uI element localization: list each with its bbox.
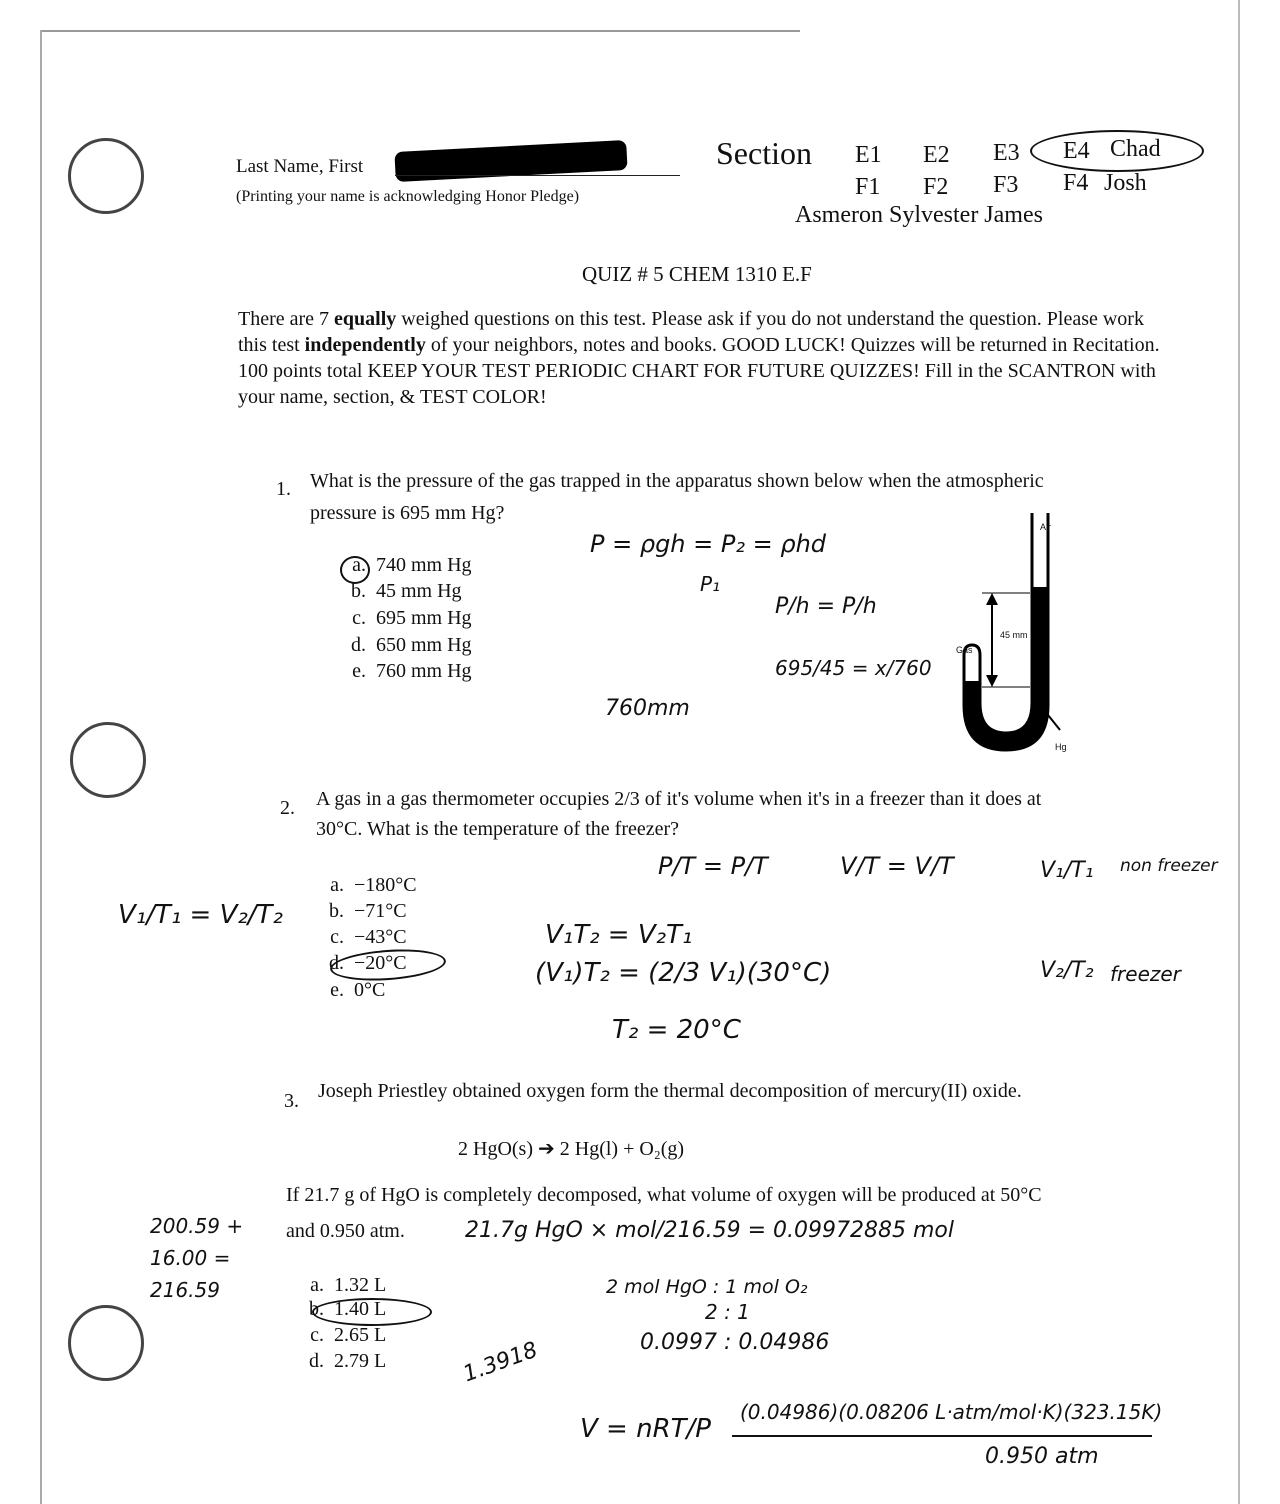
punch-hole-middle [70, 722, 146, 798]
quiz-title: QUIZ # 5 CHEM 1310 E.F [582, 262, 812, 286]
q3-equation: 2 HgO(s) ➔ 2 Hg(l) + O₂(g) [458, 1138, 685, 1160]
q2-choice-e: e. 0°C [330, 979, 386, 1001]
section-label: Section [716, 135, 812, 171]
q1-choice-c: c. 695 mm Hg [352, 607, 472, 629]
diagram-height-label: 45 mm [1000, 630, 1028, 640]
q3-handwriting-atm: 0.950 atm [985, 1444, 1099, 1469]
page-edge-right [1238, 0, 1240, 1504]
q1-choice-e: e. 760 mm Hg [352, 660, 472, 682]
q3-handwriting-moles: 0.0997 : 0.04986 [640, 1330, 830, 1355]
q1-handwriting-ratio: P/h = P/h [775, 594, 877, 619]
q1-text-line2: pressure is 695 mm Hg? [310, 502, 505, 524]
q2-handwriting-non-freezer: non freezer [1120, 856, 1218, 876]
page-edge-top [40, 30, 800, 32]
q2-handwriting-left: V₁/T₁ = V₂/T₂ [118, 900, 283, 930]
q1-handwriting-result: 760mm [605, 696, 690, 721]
q3-handwriting-molar-mass: 200.59 + 16.00 = 216.59 [150, 1214, 244, 1302]
q2-handwriting-v1t1: V₁/T₁ [1040, 858, 1094, 883]
q2-handwriting-calc: (V₁)T₂ = (2/3 V₁)(30°C) [535, 958, 832, 988]
section-circle-mark [1030, 130, 1204, 172]
q2-choice-c: c. −43°C [330, 926, 407, 948]
page-edge-left [40, 30, 42, 1504]
q1-choice-d: d. 650 mm Hg [351, 634, 472, 656]
q2-handwriting-v1t2: V₁T₂ = V₂T₁ [545, 920, 693, 950]
q2-handwriting-pt: P/T = P/T [658, 852, 768, 880]
q1-handwriting-nums: 695/45 = x/760 [775, 656, 932, 680]
q2-choice-a: a. −180°C [330, 874, 417, 896]
q1-handwriting-formula: P = ρgh = P₂ = ρhd [590, 530, 827, 558]
q3-handwriting-value: 1.3918 [460, 1337, 541, 1388]
section-f3: F3 [993, 172, 1019, 198]
name-field-label: Last Name, First [236, 156, 364, 177]
section-f1: F1 [855, 174, 881, 200]
q2-handwriting-v2t2: V₂/T₂ [1040, 958, 1094, 983]
punch-hole-top [68, 138, 144, 214]
q2-handwriting-t2: T₂ = 20°C [612, 1015, 741, 1045]
q3-choice-c: c. 2.65 L [310, 1324, 387, 1346]
q1-handwriting-p1: P₁ [700, 572, 721, 596]
q3-text: Joseph Priestley obtained oxygen form the thermal decomposition of mercury(II) oxide. [318, 1080, 1022, 1102]
q3-handwriting-ratio: 2 mol HgO : 1 mol O₂ [606, 1276, 808, 1298]
q2-text-line1: A gas in a gas thermometer occupies 2/3 of it's volume when it's in a freezer than it does at [316, 788, 1042, 810]
ta-chad: Chad [1110, 136, 1161, 162]
q3-handwriting-conversion: 21.7g HgO × mol/216.59 = 0.09972885 mol [465, 1218, 954, 1243]
ta-josh: Josh [1104, 170, 1147, 196]
q3-handwriting-calc: (0.04986)(0.08206 L·atm/mol·K)(323.15K) [740, 1400, 1163, 1424]
q3-followup-line2: and 0.950 atm. [286, 1220, 405, 1242]
q3-choice-b: b. 1.40 L [309, 1298, 387, 1320]
section-e3: E3 [993, 140, 1020, 166]
q3-answer-circle [312, 1298, 432, 1326]
q3-followup-line1: If 21.7 g of HgO is completely decomposed, what volume of oxygen will be produced at 50°C [286, 1184, 1042, 1206]
q3-choice-a: a. 1.32 L [310, 1274, 387, 1296]
section-e2: E2 [923, 142, 950, 168]
instructions: There are 7 equally weighed questions on this test. Please ask if you do not understand the question. Please work this test independently of your neighbors, notes and books. GOOD LUCK! Quizzes will be returned in Recitation. 100 points total KEEP YOUR TEST PERIODIC CHART FOR FUTURE QUIZZES! Fill in the SCANTRON with your name, section, & TEST COLOR! [238, 308, 1160, 408]
q1-choice-a: a. 740 mm Hg [352, 554, 472, 576]
q1-text-line1: What is the pressure of the gas trapped in the apparatus shown below when the atmospheric [310, 470, 1044, 492]
q3-handwriting-pv: V = nRT/P [580, 1414, 711, 1444]
q2-choice-b: b. −71°C [329, 900, 407, 922]
q2-choice-d: d. −20°C [329, 952, 407, 974]
q3-handwriting-two-one: 2 : 1 [705, 1300, 750, 1324]
section-f2: F2 [923, 174, 949, 200]
ta-names: Asmeron Sylvester James [795, 202, 1043, 228]
q2-handwriting-freezer: freezer [1110, 962, 1181, 986]
q2-text-line2: 30°C. What is the temperature of the freezer? [316, 818, 680, 840]
section-e4: E4 [1063, 138, 1090, 164]
q3-choice-d: d. 2.79 L [309, 1350, 387, 1372]
diagram-gas-label: Gas [956, 645, 973, 655]
q3-fraction-line [732, 1435, 1152, 1437]
name-line [395, 175, 680, 176]
section-f4: F4 [1063, 170, 1089, 196]
section-e1: E1 [855, 142, 882, 168]
q3-number: 3. [284, 1090, 299, 1112]
q1-choice-b: b. 45 mm Hg [351, 580, 462, 602]
diagram-air-label: Air [1040, 522, 1051, 532]
q2-handwriting-vt: V/T = V/T [840, 852, 954, 880]
honor-pledge-note: (Printing your name is acknowledging Honor Pledge) [236, 188, 580, 205]
q2-number: 2. [280, 797, 295, 819]
q1-number: 1. [276, 478, 291, 500]
punch-hole-bottom [68, 1305, 144, 1381]
diagram-hg-label: Hg [1055, 742, 1067, 752]
